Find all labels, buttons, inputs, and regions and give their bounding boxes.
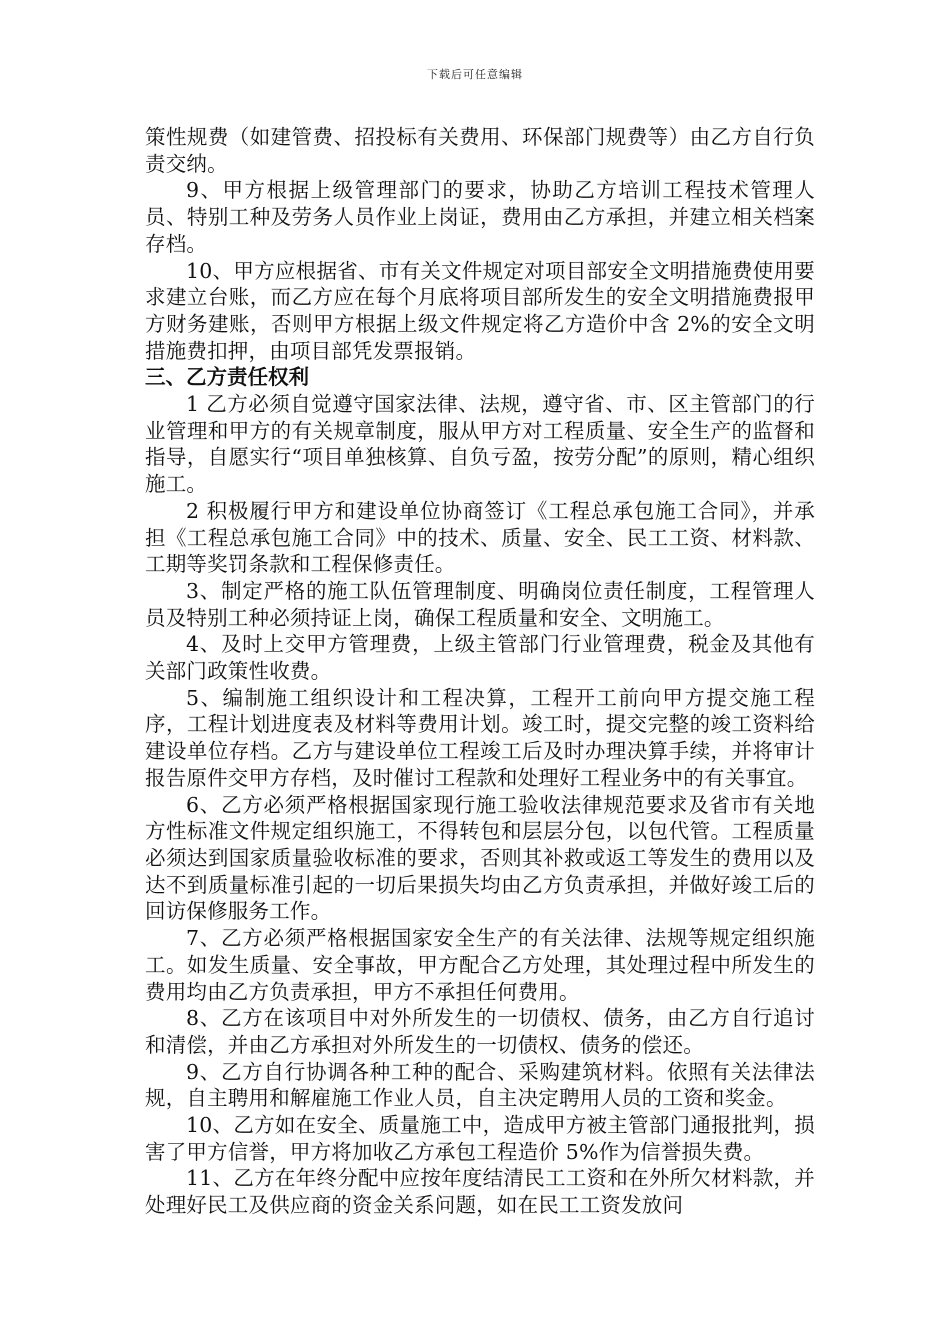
paragraph-item-10: 10、甲方应根据省、市有关文件规定对项目部安全文明措施费使用要求建立台账，而乙方应在每个月底将项目部所发生的安全文明措施费报甲方财务建账，否则甲方根据上级文件规定将乙方造价中含 2%的安全文明措施费扣押，由项目部凭发票报销。 <box>145 258 815 363</box>
paragraph-continuation: 策性规费（如建管费、招投标有关费用、环保部门规费等）由乙方自行负责交纳。 <box>145 125 815 176</box>
section-item-7: 7、乙方必须严格根据国家安全生产的有关法律、法规等规定组织施工。如发生质量、安全事故，甲方配合乙方处理，其处理过程中所发生的费用均由乙方负责承担，甲方不承担任何费用。 <box>145 926 815 1004</box>
section-item-10: 10、乙方如在安全、质量施工中，造成甲方被主管部门通报批判，损害了甲方信誉，甲方将加收乙方承包工程造价 5%作为信誉损失费。 <box>145 1113 815 1164</box>
section-item-5: 5、编制施工组织设计和工程决算，工程开工前向甲方提交施工程序，工程计划进度表及材料等费用计划。竣工时，提交完整的竣工资料给建设单位存档。乙方与建设单位工程竣工后及时办理决算手续，并将审计报告原件交甲方存档，及时催讨工程款和处理好工程业务中的有关事宜。 <box>145 685 815 790</box>
section-item-2: 2 积极履行甲方和建设单位协商签订《工程总承包施工合同》，并承担《工程总承包施工合同》中的技术、质量、安全、民工工资、材料款、工期等奖罚条款和工程保修责任。 <box>145 498 815 577</box>
section-heading: 三、乙方责任权利 <box>145 365 309 390</box>
section-item-1: 1 乙方必须自觉遵守国家法律、法规，遵守省、市、区主管部门的行业管理和甲方的有关规章制度，服从甲方对工程质量、安全生产的监督和指导，自愿实行“项目单独核算、自负亏盈，按劳分配”的原则，精心组织施工。 <box>145 392 815 497</box>
section-item-8: 8、乙方在该项目中对外所发生的一切债权、债务，由乙方自行追讨和清偿，并由乙方承担对外所发生的一切债权、债务的偿还。 <box>145 1006 815 1057</box>
page-header: 下载后可任意编辑 <box>427 68 523 81</box>
document-body <box>145 124 815 1219</box>
section-item-6: 6、乙方必须严格根据国家现行施工验收法律规范要求及省市有关地方性标准文件规定组织施工，不得转包和层层分包，以包代管。工程质量必须达到国家质量验收标准的要求，否则其补救或返工等发生的费用以及达不到质量标准引起的一切后果损失均由乙方负责承担，并做好竣工后的回访保修服务工作。 <box>145 792 815 924</box>
section-item-9: 9、乙方自行协调各种工种的配合、采购建筑材料。依照有关法律法规，自主聘用和解雇施工作业人员，自主决定聘用人员的工资和奖金。 <box>145 1059 815 1111</box>
section-item-11: 11、乙方在年终分配中应按年度结清民工工资和在外所欠材料款，并处理好民工及供应商的资金关系问题，如在民工工资发放问 <box>145 1166 815 1218</box>
section-item-4: 4、及时上交甲方管理费，上级主管部门行业管理费，税金及其他有关部门政策性收费。 <box>145 632 815 684</box>
section-item-3: 3、制定严格的施工队伍管理制度、明确岗位责任制度，工程管理人员及特别工种必须持证上岗，确保工程质量和安全、文明施工。 <box>145 578 815 630</box>
paragraph-item-9: 9、甲方根据上级管理部门的要求，协助乙方培训工程技术管理人员、特别工种及劳务人员作业上岗证，费用由乙方承担，并建立相关档案存档。 <box>145 178 815 256</box>
